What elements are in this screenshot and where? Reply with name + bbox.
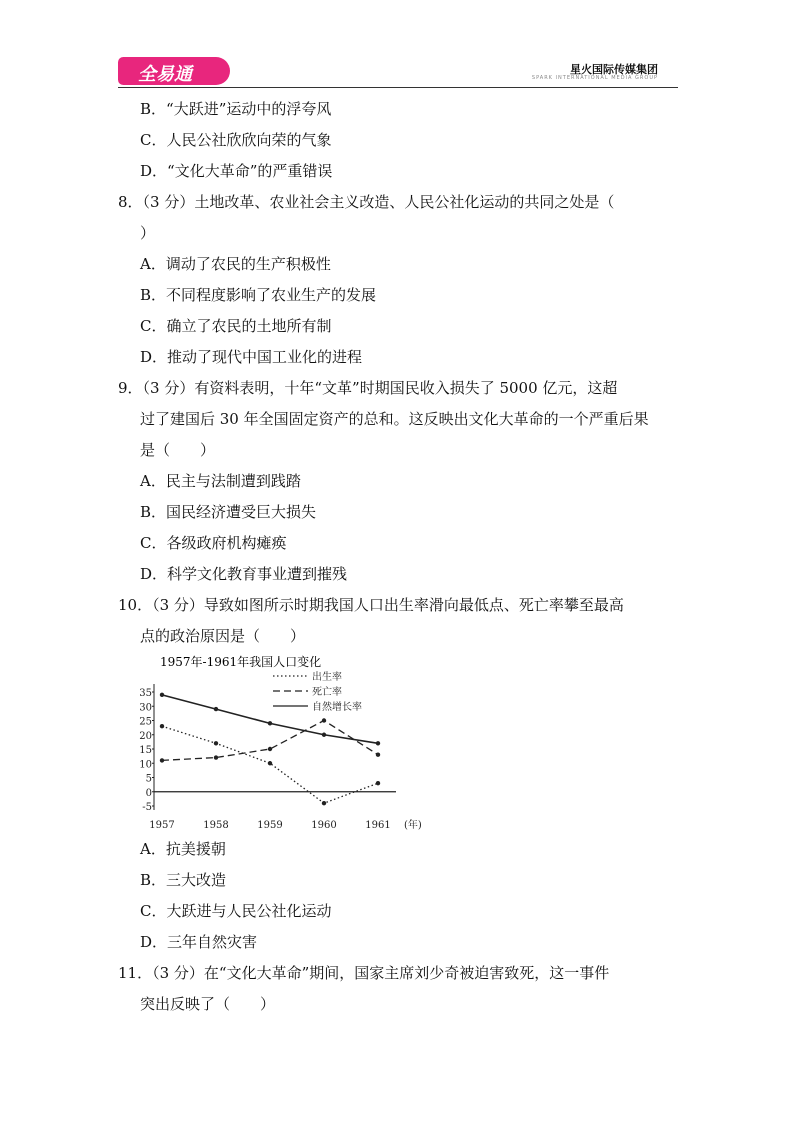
q8-option-a: A．调动了农民的生产积极性 xyxy=(140,255,331,273)
data-point xyxy=(376,741,380,745)
q10-option-d: D．三年自然灾害 xyxy=(140,933,258,951)
data-point xyxy=(322,801,326,805)
chart-title: 1957年-1961年我国人口变化 xyxy=(160,655,322,669)
data-point xyxy=(376,753,380,757)
y-tick-label: 30 xyxy=(139,702,152,714)
data-point xyxy=(160,693,164,697)
q9-stem-line1: 9．（3 分）有资料表明，十年“文革”时期国民收入损失了 5000 亿元，这超 xyxy=(118,379,618,397)
q9-option-b: B．国民经济遭受巨大损失 xyxy=(140,503,317,521)
y-tick-label: 20 xyxy=(139,730,152,742)
x-tick-label: 1960 xyxy=(311,820,337,831)
y-tick-label: 25 xyxy=(139,716,152,728)
q9-option-c: C．各级政府机构瘫痪 xyxy=(140,534,287,552)
q7-option-d: D．“文化大革命”的严重错误 xyxy=(140,162,333,180)
logo-text: 全易通 xyxy=(138,64,192,85)
q10-stem-line2: 点的政治原因是（ ） xyxy=(140,627,306,645)
q9-stem-line2: 过了建国后 30 年全国固定资产的总和。这反映出文化大革命的一个严重后果 xyxy=(140,410,649,428)
y-tick-label: -5 xyxy=(142,802,152,813)
data-point xyxy=(322,733,326,737)
q8-option-c: C．确立了农民的土地所有制 xyxy=(140,317,332,335)
q11-stem-line1: 11．（3 分）在“文化大革命”期间，国家主席刘少奇被迫害致死，这一事件 xyxy=(118,964,610,982)
logo xyxy=(118,57,230,85)
data-point xyxy=(376,781,380,785)
q8-stem-line2: ） xyxy=(140,224,156,242)
q9-option-a: A．民主与法制遭到践踏 xyxy=(140,472,301,490)
q10-option-b: B．三大改造 xyxy=(140,871,227,889)
x-unit-label: (年) xyxy=(404,820,422,831)
q8-option-d: D．推动了现代中国工业化的进程 xyxy=(140,348,363,366)
q7-option-c: C．人民公社欣欣向荣的气象 xyxy=(140,131,332,149)
data-point xyxy=(214,707,218,711)
data-point xyxy=(322,718,326,722)
data-point xyxy=(268,747,272,751)
data-point xyxy=(160,724,164,728)
data-point xyxy=(268,761,272,765)
series-line-1 xyxy=(162,721,378,761)
exam-content xyxy=(118,94,683,1020)
brand-name: 星火国际传媒集团 xyxy=(570,63,658,76)
q10-option-a: A．抗美援朝 xyxy=(140,840,226,858)
q10-stem-line1: 10．（3 分）导致如图所示时期我国人口出生率滑向最低点、死亡率攀至最高 xyxy=(118,596,624,614)
x-tick-label: 1958 xyxy=(203,820,229,831)
legend-label-1: 死亡率 xyxy=(312,687,342,698)
data-point xyxy=(214,741,218,745)
y-tick-label: 10 xyxy=(139,759,152,771)
q9-option-d: D．科学文化教育事业遭到摧残 xyxy=(140,565,348,583)
data-point xyxy=(160,758,164,762)
brand-subtitle: SPARK INTERNATIONAL MEDIA GROUP xyxy=(531,75,658,81)
legend-label-0: 出生率 xyxy=(312,672,342,683)
data-point xyxy=(268,721,272,725)
q7-option-b: B．“大跃进”运动中的浮夸风 xyxy=(140,100,332,118)
y-tick-label: 35 xyxy=(139,688,152,699)
q8-option-b: B．不同程度影响了农业生产的发展 xyxy=(140,286,377,304)
legend-label-2: 自然增长率 xyxy=(312,702,362,713)
population-chart-svg xyxy=(128,652,428,834)
q10-option-c: C．大跃进与人民公社化运动 xyxy=(140,902,332,920)
y-tick-label: 5 xyxy=(145,773,152,785)
q8-stem-line1: 8．（3 分）土地改革、农业社会主义改造、人民公社化运动的共同之处是（ xyxy=(118,193,615,211)
x-tick-label: 1961 xyxy=(365,820,391,831)
y-tick-label: 15 xyxy=(139,745,152,756)
x-tick-label: 1959 xyxy=(257,820,283,831)
population-chart xyxy=(128,652,428,834)
q11-stem-line2: 突出反映了（ ） xyxy=(140,995,276,1013)
header-divider xyxy=(118,87,678,88)
x-tick-label: 1957 xyxy=(149,820,175,831)
q9-stem-line3: 是（ ） xyxy=(140,441,216,459)
data-point xyxy=(214,755,218,759)
page-header xyxy=(118,55,678,87)
y-tick-label: 0 xyxy=(145,787,152,799)
